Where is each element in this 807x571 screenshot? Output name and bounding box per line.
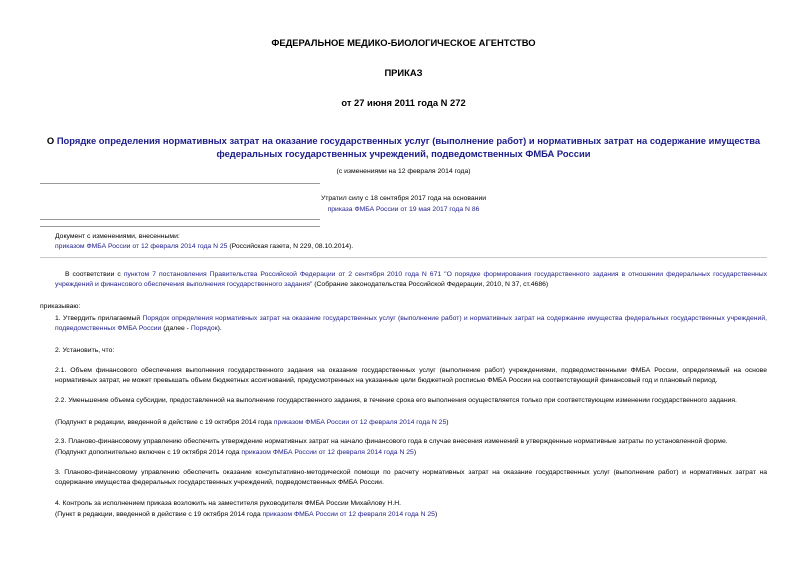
item-2-3: 2.3. Планово-финансовому управлению обеспечить утверждение нормативных затрат на начало финансового года в случае внесения изменений в утвержденные нормативные затраты по установленной форме. <box>55 438 728 445</box>
item-4: 4. Контроль за исполнением приказа возложить на заместителя руководителя ФМБА России Михайлову Н.Н. <box>55 500 401 507</box>
note-2-2: (Подпункт в редакции, введенной в действие с 19 октября 2014 года приказом ФМБА России от 12 февраля 2014 года N 25) <box>55 419 449 426</box>
lost-force-link[interactable]: приказа ФМБА России от 19 мая 2017 года N 86 <box>327 206 480 213</box>
lost-force-text: Утратил силу с 18 сентября 2017 года на основании <box>320 195 487 202</box>
procedure-link[interactable]: Порядок определения нормативных затрат на оказание государственных услуг (выполнение работ) и нормативных затрат на содержание имущества федеральных государственных учреждений, подведомственных ФМБА России <box>55 315 767 332</box>
preamble-link[interactable]: пунктом 7 постановления Правительства Российской Федерации от 2 сентября 2010 года N 671 "О порядке формирования государственного задания в отношении федеральных государственных учреждений и финансового обеспечения выполнения государственного задания" <box>55 271 767 288</box>
divider <box>40 183 320 184</box>
item-3: 3. Планово-финансовому управлению обеспечить оказание консультативно-методической помощи по расчету нормативных затрат на оказание государственных услуг (выполнение работ) и нормативных затрат на содержание имущества федеральных государственных учреждений, подведомственных ФМБА России. <box>55 469 767 486</box>
note-2-3: (Подпункт дополнительно включен с 19 октября 2014 года приказом ФМБА России от 12 февраля 2014 года N 25) <box>55 449 417 456</box>
amendments-line: приказом ФМБА России от 12 февраля 2014 года N 25 (Российская газета, N 229, 08.10.2014). <box>55 243 354 250</box>
changes-note: (с изменениями на 12 февраля 2014 года) <box>336 168 471 175</box>
title-prefix: О <box>46 135 57 146</box>
item-2-1: 2.1. Объем финансового обеспечения выполнения государственного задания на оказание государственных услуг (выполнение работ) учреждениями, подведомственными ФМБА России, определяемый на основе нормативных затрат, не может превышать объем бюджетных ассигнований, предусмотренных на указанные цели бюджетной росписью ФМБА России на соответствующий финансовый год и плановый период. <box>55 367 767 384</box>
preamble: В соответствии с пунктом 7 постановления Правительства Российской Федерации от 2 сентября 2010 года N 671 "О порядке формирования государственного задания в отношении федеральных государственных учреждений и финансового обеспечения выполнения государственного задания" (Собрание законодательства Российской Федерации, 2010, N 37, ст.4686) <box>55 271 767 288</box>
amendment-link[interactable]: приказом ФМБА России от 12 февраля 2014 года N 25 <box>55 243 228 250</box>
divider <box>40 257 767 258</box>
orders-word: приказываю: <box>40 303 81 310</box>
agency-name: ФЕДЕРАЛЬНОЕ МЕДИКО-БИОЛОГИЧЕСКОЕ АГЕНТСТВО <box>271 37 536 48</box>
divider <box>40 226 320 227</box>
amendments-header: Документ с изменениями, внесенными: <box>55 233 180 240</box>
procedure-short-link[interactable]: Порядок <box>190 324 218 332</box>
note-2-3-link[interactable]: приказом ФМБА России от 12 февраля 2014 года N 25 <box>241 449 414 456</box>
note-2-2-link[interactable]: приказом ФМБА России от 12 февраля 2014 года N 25 <box>273 419 447 426</box>
item-2-2: 2.2. Уменьшение объема субсидии, предоставленной на выполнение государственного задания, в течение срока его выполнения осуществляется только при соответствующем изменении государственного задания. <box>55 397 737 404</box>
document-date-number: от 27 июня 2011 года N 272 <box>341 97 466 108</box>
note-4-link[interactable]: приказом ФМБА России от 12 февраля 2014 года N 25 <box>262 511 435 518</box>
item-2: 2. Установить, что: <box>55 347 115 354</box>
item-1: 1. Утвердить прилагаемый Порядок определения нормативных затрат на оказание государственных услуг (выполнение работ) и нормативных затрат на содержание имущества федеральных государственных учреждений, подведомственных ФМБА России (далее - Порядок). <box>55 315 767 332</box>
note-4: (Пункт в редакции, введенной в действие с 19 октября 2014 года приказом ФМБА России от 12 февраля 2014 года N 25) <box>55 511 438 518</box>
divider <box>40 219 320 220</box>
title-link-line2[interactable]: федеральных государственных учреждений, подведомственных ФМБА России <box>216 148 591 159</box>
document-title <box>40 134 767 160</box>
document-type: ПРИКАЗ <box>384 67 423 78</box>
title-link-line1[interactable]: Порядке определения нормативных затрат на оказание государственных услуг (выполнение работ) и нормативных затрат на содержание имущества <box>56 135 761 146</box>
